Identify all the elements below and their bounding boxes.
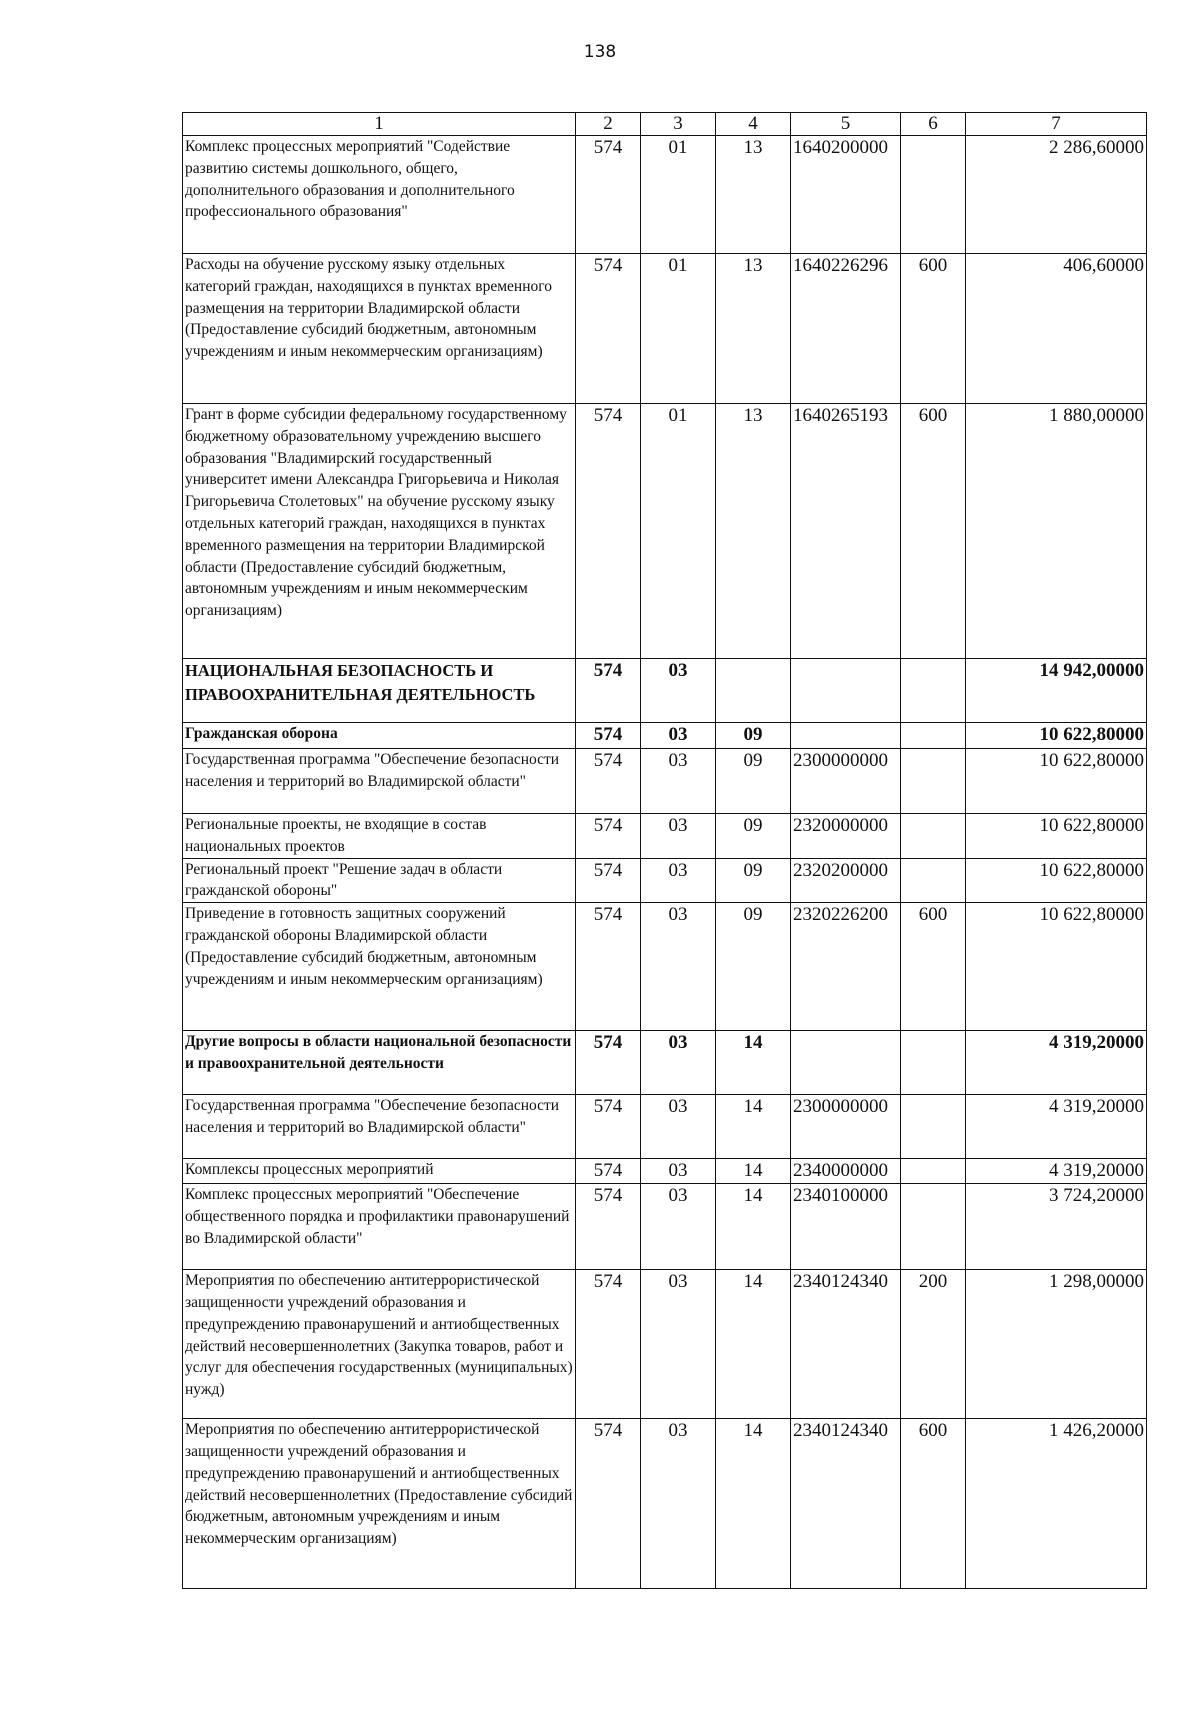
cell-subsection: 14 (716, 1270, 791, 1419)
cell-ved: 574 (576, 1419, 641, 1589)
cell-ved: 574 (576, 858, 641, 903)
cell-expense-type: 600 (901, 903, 966, 1031)
cell-ved: 574 (576, 723, 641, 749)
cell-amount: 4 319,20000 (966, 1031, 1147, 1095)
cell-name: Грант в форме субсидии федеральному государственному бюджетному образовательному учреждению высшего образования "Владимирский государственный университет имени Александра Григорьевича и Николая Григорьевича Столетовых" на обучение русскому языку отдельных категорий граждан, находящихся в пунктах временного размещения на территории Владимирской области (Предоставление субсидий бюджетным, автономным учреждениям и иным некоммерческим организациям) (183, 404, 576, 659)
cell-amount: 10 622,80000 (966, 723, 1147, 749)
table-row (183, 254, 1147, 404)
table-row (183, 1159, 1147, 1184)
cell-amount: 1 298,00000 (966, 1270, 1147, 1419)
cell-expense-type: 600 (901, 404, 966, 659)
cell-target-code (791, 723, 901, 749)
table-row (183, 1419, 1147, 1589)
cell-expense-type (901, 1159, 966, 1184)
cell-expense-type (901, 858, 966, 903)
cell-section: 03 (641, 659, 716, 723)
table-row (183, 814, 1147, 859)
cell-target-code: 1640265193 (791, 404, 901, 659)
cell-amount: 10 622,80000 (966, 858, 1147, 903)
cell-ved: 574 (576, 1159, 641, 1184)
cell-expense-type (901, 1095, 966, 1159)
header-col-5: 5 (791, 113, 901, 136)
cell-name: Комплекс процессных мероприятий "Содействие развитию системы дошкольного, общего, дополнительного образования и дополнительного профессионального образования" (183, 136, 576, 254)
table-row (183, 136, 1147, 254)
cell-subsection: 13 (716, 136, 791, 254)
cell-amount: 1 880,00000 (966, 404, 1147, 659)
header-col-6: 6 (901, 113, 966, 136)
cell-target-code: 1640200000 (791, 136, 901, 254)
cell-section: 03 (641, 723, 716, 749)
cell-section: 03 (641, 1270, 716, 1419)
cell-ved: 574 (576, 1095, 641, 1159)
cell-subsection: 14 (716, 1184, 791, 1270)
budget-table (182, 112, 1147, 1589)
cell-subsection (716, 659, 791, 723)
cell-ved: 574 (576, 1184, 641, 1270)
cell-ved: 574 (576, 404, 641, 659)
cell-target-code: 2320200000 (791, 858, 901, 903)
cell-ved: 574 (576, 136, 641, 254)
cell-subsection: 14 (716, 1159, 791, 1184)
cell-expense-type (901, 749, 966, 814)
cell-expense-type (901, 723, 966, 749)
cell-expense-type (901, 1184, 966, 1270)
cell-subsection: 13 (716, 254, 791, 404)
cell-name: Государственная программа "Обеспечение безопасности населения и территорий во Владимирской области" (183, 1095, 576, 1159)
table-row (183, 749, 1147, 814)
cell-section: 03 (641, 749, 716, 814)
cell-name: Региональные проекты, не входящие в состав национальных проектов (183, 814, 576, 859)
cell-target-code: 2340100000 (791, 1184, 901, 1270)
cell-name: Мероприятия по обеспечению антитеррористической защищенности учреждений образования и предупреждению правонарушений и антиобщественных действий несовершеннолетних (Предоставление субсидий бюджетным, автономным учреждениям и иным некоммерческим организациям) (183, 1419, 576, 1589)
cell-target-code: 2320226200 (791, 903, 901, 1031)
cell-name: Региональный проект "Решение задач в области гражданской обороны" (183, 858, 576, 903)
cell-section: 03 (641, 1095, 716, 1159)
cell-subsection: 09 (716, 749, 791, 814)
cell-target-code: 2300000000 (791, 1095, 901, 1159)
cell-subsection: 14 (716, 1419, 791, 1589)
cell-section: 03 (641, 814, 716, 859)
cell-expense-type (901, 659, 966, 723)
cell-amount: 4 319,20000 (966, 1095, 1147, 1159)
cell-ved: 574 (576, 254, 641, 404)
cell-section: 03 (641, 1031, 716, 1095)
cell-expense-type: 200 (901, 1270, 966, 1419)
table-row (183, 723, 1147, 749)
cell-amount: 10 622,80000 (966, 903, 1147, 1031)
cell-name: Мероприятия по обеспечению антитеррористической защищенности учреждений образования и предупреждению правонарушений и антиобщественных действий несовершеннолетних (Закупка товаров, работ и услуг для обеспечения государственных (муниципальных) нужд) (183, 1270, 576, 1419)
cell-subsection: 14 (716, 1095, 791, 1159)
table-body (183, 136, 1147, 1589)
cell-name: Другие вопросы в области национальной безопасности и правоохранительной деятельности (183, 1031, 576, 1095)
header-col-2: 2 (576, 113, 641, 136)
cell-subsection: 13 (716, 404, 791, 659)
page-number: 138 (583, 42, 617, 62)
table-row (183, 1270, 1147, 1419)
table-row (183, 1184, 1147, 1270)
cell-amount: 10 622,80000 (966, 814, 1147, 859)
cell-ved: 574 (576, 1031, 641, 1095)
cell-expense-type: 600 (901, 254, 966, 404)
cell-amount: 2 286,60000 (966, 136, 1147, 254)
header-col-4: 4 (716, 113, 791, 136)
cell-section: 03 (641, 1159, 716, 1184)
cell-target-code (791, 659, 901, 723)
cell-target-code: 2340124340 (791, 1419, 901, 1589)
table-row (183, 404, 1147, 659)
cell-target-code: 2340124340 (791, 1270, 901, 1419)
cell-amount: 406,60000 (966, 254, 1147, 404)
cell-subsection: 09 (716, 903, 791, 1031)
cell-target-code: 2340000000 (791, 1159, 901, 1184)
cell-subsection: 09 (716, 723, 791, 749)
cell-amount: 4 319,20000 (966, 1159, 1147, 1184)
table-row (183, 1095, 1147, 1159)
table-row (183, 1031, 1147, 1095)
table-row (183, 659, 1147, 723)
cell-amount: 1 426,20000 (966, 1419, 1147, 1589)
cell-expense-type (901, 1031, 966, 1095)
cell-section: 03 (641, 1419, 716, 1589)
cell-name: НАЦИОНАЛЬНАЯ БЕЗОПАСНОСТЬ И ПРАВООХРАНИТЕЛЬНАЯ ДЕЯТЕЛЬНОСТЬ (183, 659, 576, 723)
cell-section: 03 (641, 903, 716, 1031)
table-row (183, 858, 1147, 903)
cell-name: Приведение в готовность защитных сооружений гражданской обороны Владимирской области (Предоставление субсидий бюджетным, автономным учреждениям и иным некоммерческим организациям) (183, 903, 576, 1031)
cell-name: Расходы на обучение русскому языку отдельных категорий граждан, находящихся в пунктах временного размещения на территории Владимирской области (Предоставление субсидий бюджетным, автономным учреждениям и иным некоммерческим организациям) (183, 254, 576, 404)
cell-ved: 574 (576, 903, 641, 1031)
cell-target-code (791, 1031, 901, 1095)
cell-target-code: 1640226296 (791, 254, 901, 404)
cell-name: Комплексы процессных мероприятий (183, 1159, 576, 1184)
cell-ved: 574 (576, 1270, 641, 1419)
cell-amount: 3 724,20000 (966, 1184, 1147, 1270)
cell-name: Комплекс процессных мероприятий "Обеспечение общественного порядка и профилактики правонарушений во Владимирской области" (183, 1184, 576, 1270)
cell-expense-type (901, 136, 966, 254)
cell-expense-type (901, 814, 966, 859)
cell-subsection: 09 (716, 858, 791, 903)
cell-amount: 10 622,80000 (966, 749, 1147, 814)
cell-subsection: 09 (716, 814, 791, 859)
cell-expense-type: 600 (901, 1419, 966, 1589)
cell-section: 01 (641, 404, 716, 659)
header-row (183, 113, 1147, 136)
cell-target-code: 2320000000 (791, 814, 901, 859)
cell-name: Государственная программа "Обеспечение безопасности населения и территорий во Владимирской области" (183, 749, 576, 814)
cell-ved: 574 (576, 659, 641, 723)
header-col-1: 1 (183, 113, 576, 136)
cell-section: 01 (641, 254, 716, 404)
cell-ved: 574 (576, 749, 641, 814)
header-col-7: 7 (966, 113, 1147, 136)
cell-name: Гражданская оборона (183, 723, 576, 749)
cell-section: 03 (641, 858, 716, 903)
table-row (183, 903, 1147, 1031)
cell-section: 01 (641, 136, 716, 254)
cell-section: 03 (641, 1184, 716, 1270)
cell-ved: 574 (576, 814, 641, 859)
header-col-3: 3 (641, 113, 716, 136)
cell-target-code: 2300000000 (791, 749, 901, 814)
cell-amount: 14 942,00000 (966, 659, 1147, 723)
cell-subsection: 14 (716, 1031, 791, 1095)
